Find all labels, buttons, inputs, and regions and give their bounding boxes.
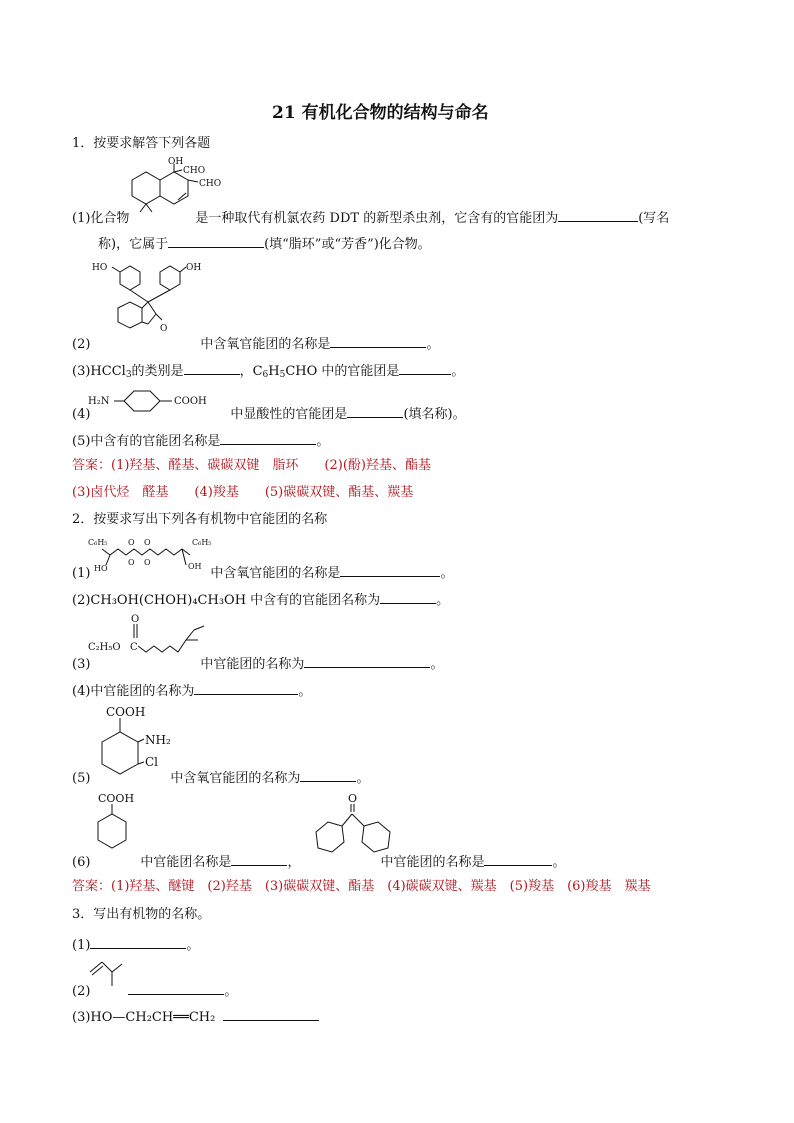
q1-p1-line1: (1)化合物 是一种取代有机氯农药 DDT 的新型杀虫剂，它含有的官能团为 (写名 [72,207,669,228]
q2-p3: (3) 中官能团的名称为 。 [72,653,443,674]
mol25-cooh-label: COOH [106,705,146,719]
q2-p5: (5) 中含氧官能团的名称为 。 [72,767,369,788]
q1-p3: (3)HCCl$_3$的类别是 ，$C_6H_5CHO$ 中的官能团是 。 [72,360,464,381]
mol2-o-label: O [160,324,168,334]
mol21-o2-label: O [144,538,151,547]
mol23-o-label: O [131,614,140,625]
answer-blank[interactable] [220,430,316,445]
q1-answer-line2: (3)卤代烃 醛基 (4)羧基 (5)碳碳双键、酯基、羰基 [72,485,414,500]
mol21-c6h5b-label: C₆H₅ [192,538,212,547]
mol1-oh-label: OH [168,157,184,167]
answer-blank[interactable] [300,767,356,782]
q1-p5: (5)中含有的官能团名称是 。 [72,430,329,451]
mol2-ho-label: HO [92,263,108,273]
answer-blank[interactable] [340,562,440,577]
mol21-o4-label: O [144,558,151,567]
q1-p2: (2) 中含氧官能团的名称是 。 [72,333,439,354]
q2-heading: 2．按要求写出下列各有机物中官能团的名称 [72,512,328,527]
q2-p1: (1) 中含氧官能团的名称是 。 [72,562,453,583]
q3-p1: (1) 。 [72,934,199,955]
answer-blank[interactable] [223,1006,319,1021]
mol21-ho-label: HO [94,564,108,573]
mol1-cho2-label: CHO [199,179,222,189]
q1-p1-line2: 称)，它属于 (填“脂环”或“芳香”)化合物。 [98,233,431,254]
answer-blank[interactable] [90,934,186,949]
answer-blank[interactable] [128,980,224,995]
q2-p4: (4)中官能团的名称为 。 [72,680,311,701]
answer-blank[interactable] [304,653,430,668]
q3-p2: (2) 。 [72,980,237,1001]
mol2-oh-label: OH [186,263,202,273]
mol4-cooh-label: COOH [174,396,207,407]
q1-p4: (4) 中显酸性的官能团是 (填名称)。 [72,403,466,424]
q2-p2: (2)CH₃OH(CHOH)₄CH₃OH 中含有的官能团名称为 。 [72,589,449,610]
mol21-o1-label: O [128,538,135,547]
mol25-nh2-label: NH₂ [145,733,171,747]
mol23-c2h5o-label: C₂H₅O [88,642,121,653]
q3-p3: (3)HO—CH₂CH══CH₂ [72,1006,319,1027]
answer-blank[interactable] [380,589,436,604]
mol26b-o-label: O [348,792,358,805]
answer-blank[interactable] [231,851,287,866]
mol21-oh-label: OH [188,562,202,571]
answer-blank[interactable] [484,851,552,866]
mol1-cho1-label: CHO [183,166,206,176]
q2-answer: 答案：(1)羟基、醚键 (2)羟基 (3)碳碳双键、酯基 (4)碳碳双键、羰基 (5)羧基 (6)羧基 羰基 [72,879,651,894]
q2-p6: (6) 中官能团名称是 ， 中官能团的名称是 。 [72,851,565,872]
mol21-o3-label: O [128,558,135,567]
page-title: 21 有机化合物的结构与命名 [272,103,489,123]
mol23-c-label: C [130,642,138,653]
answer-blank[interactable] [194,680,298,695]
answer-blank[interactable] [168,233,264,248]
mol25-cl-label: Cl [145,755,159,769]
mol21-c6h5a-label: C₆H₅ [88,538,108,547]
mol26a-cooh-label: COOH [98,792,135,805]
q1-answer-line1: 答案：(1)羟基、醛基、碳碳双键 脂环 (2)(酚)羟基、酯基 [72,458,431,473]
answer-blank[interactable] [399,360,451,375]
q1-heading: 1．按要求解答下列各题 [72,136,211,151]
answer-blank[interactable] [347,403,403,418]
answer-blank[interactable] [558,207,638,222]
answer-blank[interactable] [184,360,240,375]
q3-heading: 3．写出有机物的名称。 [72,907,211,922]
mol4-h2n-label: H₂N [88,396,110,407]
answer-blank[interactable] [330,333,426,348]
